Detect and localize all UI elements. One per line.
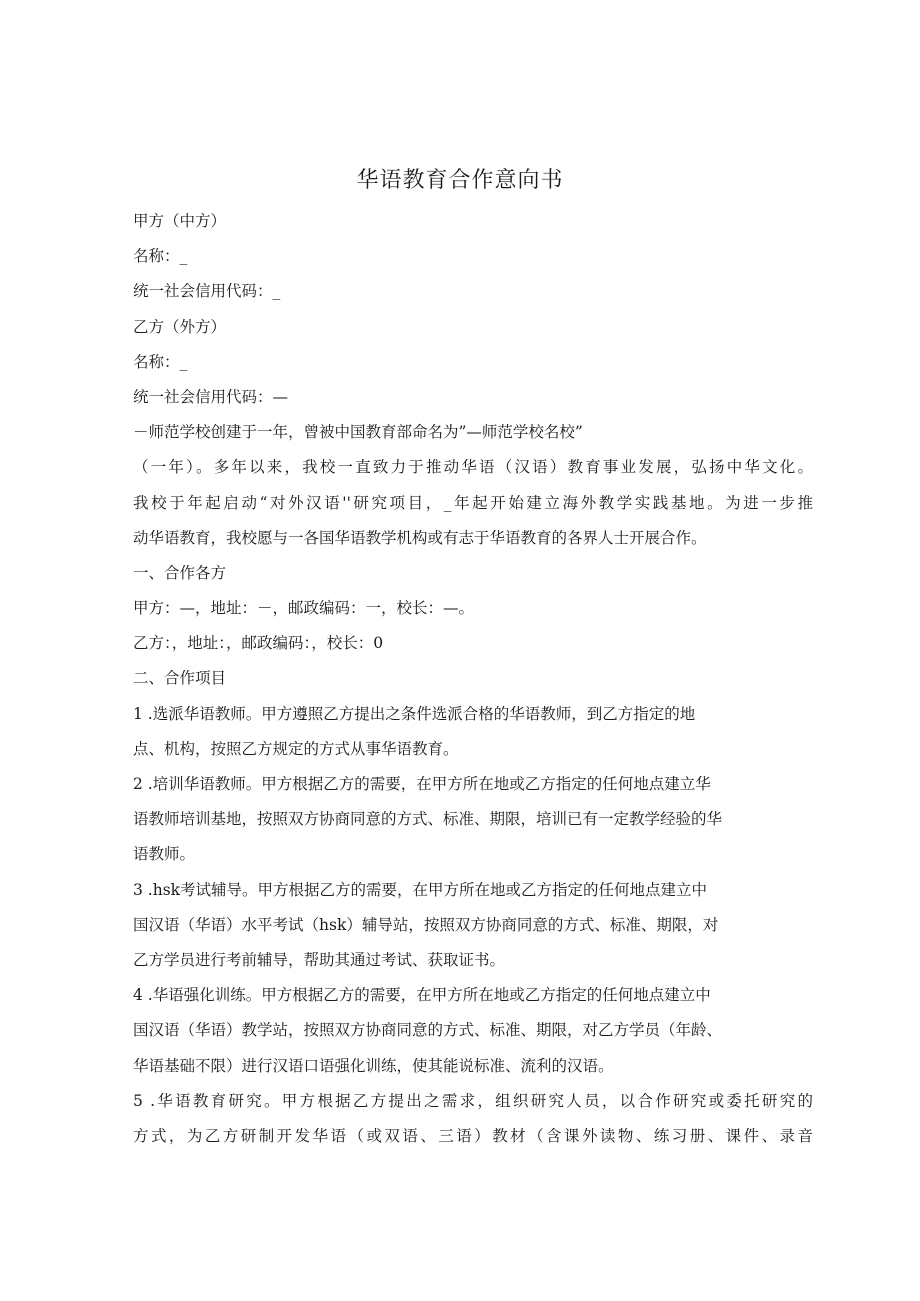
text-line: －师范学校创建于一年，曾被中国教育部命名为”—师范学校名校” bbox=[133, 423, 583, 442]
text-line: 一、合作各方 bbox=[133, 563, 227, 582]
text-line: 二、合作项目 bbox=[133, 669, 227, 688]
text-line: 语教师。 bbox=[133, 845, 196, 864]
text-line: 国汉语（华语）水平考试（hsk）辅导站，按照双方协商同意的方式、标准、期限，对 bbox=[133, 915, 719, 934]
document-body bbox=[133, 204, 813, 1154]
text-line: 动华语教育，我校愿与一各国华语教学机构或有志于华语教育的各界人士开展合作。 bbox=[133, 528, 707, 547]
text-line: 华语基础不限）进行汉语口语强化训练，使其能说标准、流利的汉语。 bbox=[133, 1056, 614, 1075]
text-line: 统一社会信用代码：— bbox=[133, 387, 289, 406]
text-line: 甲方（中方） bbox=[133, 212, 227, 230]
text-line: 点、机构，按照乙方规定的方式从事华语教育。 bbox=[133, 739, 459, 758]
text-line: 2 .培训华语教师。甲方根据乙方的需要，在甲方所在地或乙方指定的任何地点建立华 bbox=[133, 775, 711, 793]
text-line: 语教师培训基地，按照双方协商同意的方式、标准、期限，培训已有一定教学经验的华 bbox=[133, 810, 723, 829]
text-line: （一年）。多年以来，我校一直致力于推动华语（汉语）教育事业发展，弘扬中华文化。 bbox=[133, 458, 813, 477]
text-line: 乙方学员进行考前辅导，帮助其通过考试、获取证书。 bbox=[133, 950, 506, 969]
text-line: 5 .华语教育研究。甲方根据乙方提出之需求，组织研究人员，以合作研究或委托研究的 bbox=[133, 1091, 813, 1110]
text-line: 国汉语（华语）教学站，按照双方协商同意的方式、标准、期限，对乙方学员（年龄、 bbox=[133, 1021, 723, 1040]
text-line: 乙方：，地址：，邮政编码：，校长：0 bbox=[133, 634, 384, 653]
text-line: 3 .hsk考试辅导。甲方根据乙方的需要，在甲方所在地或乙方指定的任何地点建立中 bbox=[133, 880, 708, 899]
text-line: 我校于年起启动“对外汉语''研究项目，_年起开始建立海外教学实践基地。为进一步推 bbox=[133, 493, 813, 512]
text-line: 乙方（外方） bbox=[133, 317, 227, 336]
text-line: 名称：_ bbox=[133, 247, 188, 266]
text-line: 4 .华语强化训练。甲方根据乙方的需要，在甲方所在地或乙方指定的任何地点建立中 bbox=[133, 986, 711, 1005]
text-line: 方式，为乙方研制开发华语（或双语、三语）教材（含课外读物、练习册、课件、录音 bbox=[133, 1126, 813, 1145]
text-line: 甲方：—，地址：－，邮政编码：一，校长：—。 bbox=[133, 599, 475, 618]
text-line: 1 .选派华语教师。甲方遵照乙方提出之条件选派合格的华语教师，到乙方指定的地 bbox=[133, 704, 696, 723]
text-line: 名称：_ bbox=[133, 352, 188, 371]
text-line: 统一社会信用代码：_ bbox=[133, 282, 281, 301]
document-title: 华语教育合作意向书 bbox=[356, 168, 564, 193]
